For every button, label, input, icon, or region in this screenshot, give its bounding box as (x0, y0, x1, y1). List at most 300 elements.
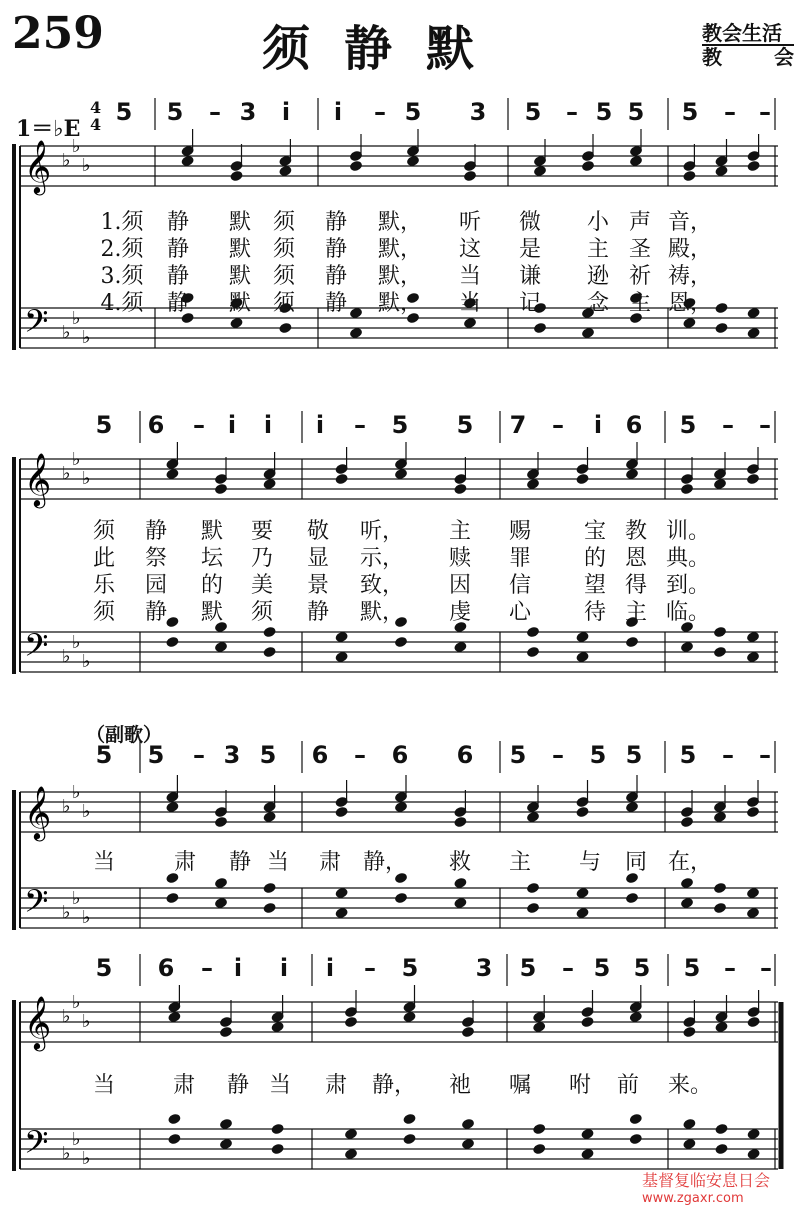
lyric-syllable: 前 (616, 1073, 640, 1098)
treble-notehead (625, 468, 639, 481)
treble-notehead (680, 483, 694, 496)
treble-notehead (214, 483, 228, 496)
jianpu-note: 5 (115, 98, 133, 126)
source-line-2-a: 教 (702, 45, 722, 69)
treble-notehead (580, 1016, 594, 1029)
lyric-syllable: 须 (272, 264, 296, 289)
treble-notehead (349, 160, 363, 173)
lyric-syllable: 殿， (667, 237, 713, 262)
lyric-syllable: 静 (324, 237, 348, 262)
bass-notehead (262, 626, 276, 639)
lyric-syllable: 在， (667, 850, 713, 875)
bass-notehead (214, 641, 228, 654)
hymn-number: 259 (12, 8, 104, 59)
jianpu-note: 5 (166, 98, 184, 126)
bass-notehead (625, 892, 639, 905)
lyric-syllable: 心 (508, 600, 532, 625)
treble-notehead (532, 1021, 546, 1034)
treble-notehead (682, 1026, 696, 1039)
lyric-syllable: 肃 (324, 1073, 348, 1098)
lyric-syllable: 赐 (508, 519, 532, 544)
jianpu-note: – (722, 411, 734, 439)
lyric-syllable: 祷， (667, 264, 713, 289)
bass-notehead (526, 882, 540, 895)
treble-notehead (746, 1016, 760, 1029)
watermark-text: 基督复临安息日会 (642, 1171, 771, 1190)
lyric-line (0, 1068, 800, 1098)
jianpu-note: – (354, 741, 366, 769)
bass-notehead (461, 1138, 475, 1151)
jianpu-note: 5 (259, 741, 277, 769)
lyric-syllable: 坛 (200, 546, 224, 571)
bass-notehead (575, 887, 589, 900)
jianpu-note: i (263, 411, 273, 439)
bass-notehead (746, 907, 760, 920)
treble-notehead (575, 473, 589, 486)
jianpu-note: – (760, 954, 772, 982)
bass-notehead (581, 327, 595, 340)
lyric-syllable: 默， (377, 291, 423, 316)
bass-notehead (461, 1118, 475, 1131)
jianpu-note: – (759, 411, 771, 439)
lyric-syllable: 因 (448, 573, 472, 598)
lyric-syllable: 的 (200, 573, 224, 598)
source-line-2-b: 会 (774, 45, 794, 69)
treble-notehead (334, 806, 348, 819)
jianpu-note: i (227, 411, 237, 439)
treble-notehead (165, 468, 179, 481)
bass-notehead (453, 641, 467, 654)
lyric-syllable: 圣 (628, 237, 652, 262)
jianpu-note: 5 (679, 741, 697, 769)
treble-notehead (746, 473, 760, 486)
lyric-syllable: 当 (92, 1073, 116, 1098)
lyric-syllable: 得 (624, 573, 648, 598)
lyric-syllable: 典。 (665, 546, 711, 571)
jianpu-note: – (374, 98, 386, 126)
lyric-syllable: 逊 (586, 264, 610, 289)
key-signature: 1＝♭E (16, 116, 81, 142)
lyric-line (0, 286, 800, 316)
bass-notehead (270, 1123, 284, 1136)
jianpu-note: 6 (311, 741, 329, 769)
lyric-syllable: 恩， (667, 291, 713, 316)
bass-notehead (532, 1123, 546, 1136)
jianpu-note: 5 (401, 954, 419, 982)
bass-notehead (214, 897, 228, 910)
lyric-syllable: 3.须 (100, 264, 144, 289)
jianpu-note: 5 (681, 98, 699, 126)
jianpu-note: – (193, 741, 205, 769)
bass-notehead (714, 1143, 728, 1156)
flat-sign-icon: ♭ (62, 1143, 71, 1164)
treble-notehead (402, 1011, 416, 1024)
lyric-syllable: 显 (306, 546, 330, 571)
lyric-syllable: 静 (166, 291, 190, 316)
jianpu-note: 5 (95, 741, 113, 769)
bass-notehead (278, 322, 292, 335)
lyric-syllable: 听 (458, 210, 482, 235)
bass-notehead (575, 651, 589, 664)
treble-notehead (461, 1026, 475, 1039)
jianpu-note: 5 (625, 741, 643, 769)
jianpu-note: i (233, 954, 243, 982)
bass-notehead (713, 902, 727, 915)
flat-sign-icon: ♭ (72, 308, 81, 329)
jianpu-note: 5 (95, 954, 113, 982)
lyric-syllable: 肃 (318, 850, 342, 875)
bass-notehead (746, 1128, 760, 1141)
jianpu-note: 7 (509, 411, 527, 439)
lyric-syllable: 乐 (92, 573, 116, 598)
source-line-1: 教会生活 (702, 22, 794, 46)
lyric-syllable: 示， (359, 546, 405, 571)
treble-notehead (167, 1011, 181, 1024)
treble-notehead (746, 160, 760, 173)
treble-notehead (526, 478, 540, 491)
lyric-syllable: 2.须 (100, 237, 144, 262)
bass-clef-icon: 𝄢 (24, 1124, 49, 1168)
bass-notehead (453, 877, 467, 890)
bass-notehead (165, 892, 179, 905)
jianpu-note: – (552, 411, 564, 439)
lyric-syllable: 肃 (172, 1073, 196, 1098)
bass-notehead (167, 1113, 181, 1126)
treble-notehead (262, 478, 276, 491)
bass-notehead (219, 1138, 233, 1151)
flat-sign-icon: ♭ (62, 646, 71, 667)
jianpu-note: i (279, 954, 289, 982)
lyric-syllable: 微 (518, 210, 542, 235)
hymn-title: 须静默 (262, 21, 509, 77)
lyric-syllable: 宝 (583, 519, 607, 544)
bass-notehead (229, 317, 243, 330)
treble-notehead (278, 165, 292, 178)
bass-notehead (629, 1113, 643, 1126)
lyric-syllable: 这 (458, 237, 482, 262)
bass-notehead (344, 1148, 358, 1161)
jianpu-row (0, 411, 800, 441)
lyric-syllable: 要 (250, 519, 274, 544)
bass-notehead (453, 897, 467, 910)
lyric-syllable: 主 (624, 600, 648, 625)
jianpu-note: – (209, 98, 221, 126)
bass-notehead (746, 327, 760, 340)
bass-notehead (402, 1133, 416, 1146)
bass-notehead (334, 887, 348, 900)
bass-notehead (334, 651, 348, 664)
lyric-syllable: 默， (359, 600, 405, 625)
flat-sign-icon: ♭ (82, 907, 91, 928)
lyric-syllable: 静 (324, 291, 348, 316)
chorus-label: （副歌） (86, 724, 163, 746)
lyric-syllable: 默 (228, 210, 252, 235)
treble-notehead (394, 468, 408, 481)
bass-notehead (262, 882, 276, 895)
lyric-line (0, 595, 800, 625)
jianpu-note: 5 (519, 954, 537, 982)
lyric-syllable: 静 (166, 237, 190, 262)
lyric-syllable: 教 (624, 519, 648, 544)
lyric-syllable: 到。 (665, 573, 711, 598)
bass-notehead (575, 631, 589, 644)
bass-notehead (344, 1128, 358, 1141)
flat-sign-icon: ♭ (62, 1006, 71, 1027)
treble-notehead (625, 801, 639, 814)
treble-notehead (581, 160, 595, 173)
lyric-syllable: 待 (583, 600, 607, 625)
lyric-line (0, 568, 800, 598)
lyric-syllable: 默 (228, 237, 252, 262)
flat-sign-icon: ♭ (72, 1129, 81, 1150)
flat-sign-icon: ♭ (72, 632, 81, 653)
bass-notehead (334, 631, 348, 644)
bass-clef-icon: 𝄢 (24, 627, 49, 671)
bass-notehead (394, 892, 408, 905)
lyric-syllable: 景 (306, 573, 330, 598)
bass-notehead (580, 1128, 594, 1141)
lyric-syllable: 临。 (665, 600, 711, 625)
jianpu-note: i (333, 98, 343, 126)
treble-notehead (714, 1021, 728, 1034)
treble-clef-icon: 𝄞 (24, 139, 52, 193)
jianpu-note: – (354, 411, 366, 439)
lyric-line (0, 259, 800, 289)
jianpu-note: 5 (391, 411, 409, 439)
jianpu-note: 5 (509, 741, 527, 769)
jianpu-note: – (759, 741, 771, 769)
flat-sign-icon: ♭ (82, 155, 91, 176)
lyric-syllable: 敬 (306, 519, 330, 544)
jianpu-note: 5 (595, 98, 613, 126)
lyric-syllable: 静 (306, 600, 330, 625)
treble-notehead (262, 811, 276, 824)
lyric-syllable: 静 (324, 264, 348, 289)
bass-notehead (714, 322, 728, 335)
flat-sign-icon: ♭ (62, 902, 71, 923)
bass-notehead (526, 646, 540, 659)
lyric-line (0, 232, 800, 262)
jianpu-note: 3 (223, 741, 241, 769)
lyric-syllable: 须 (272, 237, 296, 262)
treble-notehead (453, 816, 467, 829)
flat-sign-icon: ♭ (82, 327, 91, 348)
bass-notehead (533, 322, 547, 335)
jianpu-note: – (562, 954, 574, 982)
jianpu-note: – (193, 411, 205, 439)
jianpu-note: 5 (404, 98, 422, 126)
lyric-syllable: 静 (166, 264, 190, 289)
lyric-syllable: 须 (272, 210, 296, 235)
lyric-line (0, 514, 800, 544)
bass-notehead (165, 636, 179, 649)
lyric-syllable: 美 (250, 573, 274, 598)
lyric-syllable: 静 (166, 210, 190, 235)
lyric-syllable: 默， (377, 237, 423, 262)
jianpu-note: 6 (157, 954, 175, 982)
treble-notehead (713, 478, 727, 491)
flat-sign-icon: ♭ (82, 1011, 91, 1032)
flat-sign-icon: ♭ (82, 801, 91, 822)
lyric-syllable: 与 (578, 850, 602, 875)
lyric-line (0, 845, 800, 875)
bass-notehead (214, 877, 228, 890)
bass-clef-icon: 𝄢 (24, 883, 49, 927)
jianpu-note: – (722, 741, 734, 769)
lyric-syllable: 救 (448, 850, 472, 875)
lyric-syllable: 训。 (665, 519, 711, 544)
treble-notehead (344, 1016, 358, 1029)
jianpu-note: 6 (456, 741, 474, 769)
jianpu-note: 6 (147, 411, 165, 439)
treble-notehead (629, 155, 643, 168)
jianpu-note: i (325, 954, 335, 982)
flat-sign-icon: ♭ (82, 651, 91, 672)
lyric-syllable: 致， (359, 573, 405, 598)
bass-notehead (714, 1123, 728, 1136)
lyric-syllable: 主 (628, 291, 652, 316)
lyric-syllable: 同 (624, 850, 648, 875)
bass-notehead (394, 636, 408, 649)
bass-notehead (575, 907, 589, 920)
lyric-syllable: 记 (518, 291, 542, 316)
bass-notehead (526, 626, 540, 639)
jianpu-note: i (315, 411, 325, 439)
bass-notehead (746, 1148, 760, 1161)
flat-sign-icon: ♭ (62, 463, 71, 484)
jianpu-note: 6 (625, 411, 643, 439)
lyric-syllable: 当 (92, 850, 116, 875)
bass-notehead (682, 1118, 696, 1131)
lyric-syllable: 的 (583, 546, 607, 571)
bass-notehead (713, 882, 727, 895)
flat-sign-icon: ♭ (82, 1148, 91, 1169)
flat-sign-icon: ♭ (72, 449, 81, 470)
lyric-syllable: 念 (586, 291, 610, 316)
flat-sign-icon: ♭ (62, 322, 71, 343)
flat-sign-icon: ♭ (72, 888, 81, 909)
treble-notehead (746, 806, 760, 819)
jianpu-note: – (552, 741, 564, 769)
lyric-syllable: 静， (362, 850, 408, 875)
lyric-syllable: 虔 (448, 600, 472, 625)
bass-notehead (713, 626, 727, 639)
lyric-syllable: 静 (228, 850, 252, 875)
lyric-syllable: 谦 (518, 264, 542, 289)
lyric-syllable: 音， (667, 210, 713, 235)
lyric-syllable: 须 (272, 291, 296, 316)
bass-notehead (682, 1138, 696, 1151)
bass-notehead (746, 887, 760, 900)
bass-notehead (463, 317, 477, 330)
treble-notehead (214, 816, 228, 829)
lyric-syllable: 须 (250, 600, 274, 625)
lyric-syllable: 是 (518, 237, 542, 262)
lyric-syllable: 主 (586, 237, 610, 262)
bass-notehead (746, 651, 760, 664)
jianpu-note: – (759, 98, 771, 126)
bass-notehead (167, 1133, 181, 1146)
lyric-syllable: 声 (628, 210, 652, 235)
bass-notehead (402, 1113, 416, 1126)
jianpu-note: – (201, 954, 213, 982)
bass-notehead (629, 1133, 643, 1146)
lyric-syllable: 来。 (667, 1073, 713, 1098)
time-signature-bottom: 4 (90, 115, 102, 134)
lyric-syllable: 须 (92, 600, 116, 625)
lyric-syllable: 默 (200, 600, 224, 625)
treble-notehead (533, 165, 547, 178)
bass-clef-icon: 𝄢 (24, 303, 49, 347)
jianpu-note: – (566, 98, 578, 126)
lyric-syllable: 小 (586, 210, 610, 235)
jianpu-note: i (593, 411, 603, 439)
bass-notehead (580, 1148, 594, 1161)
time-signature-top: 4 (90, 98, 102, 117)
bass-notehead (680, 641, 694, 654)
lyric-syllable: 静 (226, 1073, 250, 1098)
treble-notehead (713, 811, 727, 824)
lyric-syllable: 乃 (250, 546, 274, 571)
flat-sign-icon: ♭ (72, 782, 81, 803)
bass-notehead (532, 1143, 546, 1156)
lyric-syllable: 罪 (508, 546, 532, 571)
lyric-syllable: 默 (228, 291, 252, 316)
jianpu-note: – (364, 954, 376, 982)
flat-sign-icon: ♭ (62, 150, 71, 171)
lyric-syllable: 咐 (568, 1073, 592, 1098)
treble-notehead (165, 801, 179, 814)
jianpu-note: 3 (475, 954, 493, 982)
lyric-syllable: 当 (268, 1073, 292, 1098)
lyric-syllable: 祈 (628, 264, 652, 289)
lyric-syllable: 默， (377, 210, 423, 235)
treble-notehead (575, 806, 589, 819)
lyric-syllable: 肃 (173, 850, 197, 875)
treble-notehead (453, 483, 467, 496)
jianpu-note: 5 (147, 741, 165, 769)
watermark-url: www.zgaxr.com (642, 1191, 744, 1206)
lyric-syllable: 当 (266, 850, 290, 875)
treble-notehead (682, 170, 696, 183)
bass-notehead (334, 907, 348, 920)
lyric-syllable: 静 (324, 210, 348, 235)
bass-notehead (680, 897, 694, 910)
treble-notehead (334, 473, 348, 486)
treble-clef-icon: 𝄞 (24, 995, 52, 1049)
lyric-syllable: 静 (144, 519, 168, 544)
bass-notehead (625, 636, 639, 649)
lyric-syllable: 主 (508, 850, 532, 875)
treble-clef-icon: 𝄞 (24, 452, 52, 506)
lyric-syllable: 须 (92, 519, 116, 544)
jianpu-note: – (724, 954, 736, 982)
flat-sign-icon: ♭ (72, 992, 81, 1013)
treble-notehead (526, 811, 540, 824)
lyric-syllable: 4.须 (100, 291, 144, 316)
lyric-syllable: 静， (371, 1073, 417, 1098)
lyric-line (0, 205, 800, 235)
bass-notehead (682, 317, 696, 330)
jianpu-note: 5 (683, 954, 701, 982)
jianpu-note: 5 (456, 411, 474, 439)
treble-notehead (219, 1026, 233, 1039)
jianpu-note: 5 (633, 954, 651, 982)
jianpu-note: 5 (524, 98, 542, 126)
lyric-syllable: 默 (200, 519, 224, 544)
jianpu-note: 6 (391, 741, 409, 769)
lyric-syllable: 望 (583, 573, 607, 598)
